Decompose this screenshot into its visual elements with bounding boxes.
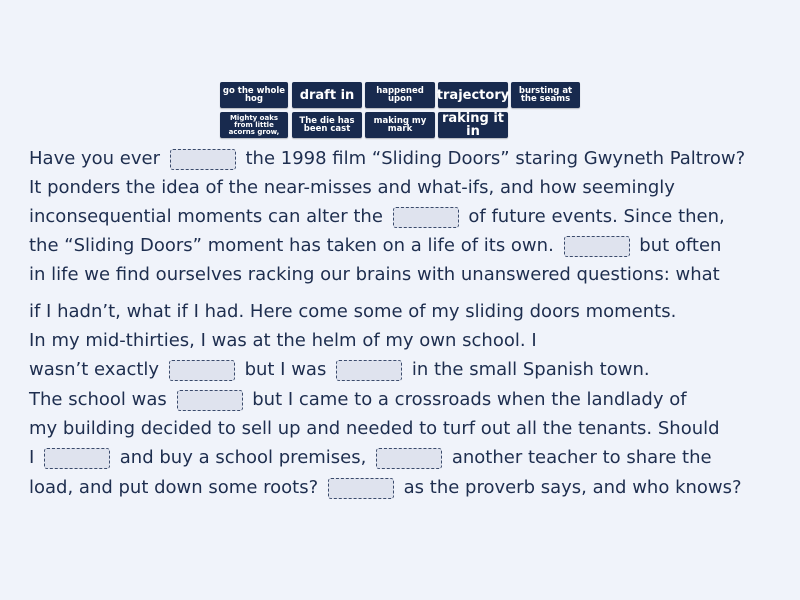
passage-text: The school was xyxy=(29,389,167,410)
word-tile[interactable]: happened upon xyxy=(365,82,435,108)
passage-text: but I was xyxy=(244,359,327,380)
passage-text: the “Sliding Doors” moment has taken on a life of its own. xyxy=(29,235,554,256)
passage-text: the 1998 film “Sliding Doors” staring Gwyneth Paltrow? xyxy=(245,148,746,169)
passage-line xyxy=(29,262,720,288)
answer-blank[interactable] xyxy=(336,360,402,381)
passage-text: but often xyxy=(639,235,722,256)
passage-text: wasn’t exactly xyxy=(29,359,160,380)
passage-line xyxy=(29,233,721,259)
passage-text: In my mid-thirties, I was at the helm of my own school. I xyxy=(29,330,537,351)
passage-text: in life we find ourselves racking our brains with unanswered questions: what xyxy=(29,264,720,285)
passage-line xyxy=(29,387,687,413)
passage-text: of future events. Since then, xyxy=(468,206,725,227)
passage-line xyxy=(29,175,675,201)
passage-text: inconsequential moments can alter the xyxy=(29,206,383,227)
answer-blank[interactable] xyxy=(170,149,236,170)
word-tile[interactable]: draft in xyxy=(292,82,362,108)
passage-text: and buy a school premises, xyxy=(119,447,367,468)
answer-blank[interactable] xyxy=(564,236,630,257)
answer-blank[interactable] xyxy=(393,207,459,228)
word-tile[interactable]: making my mark xyxy=(365,112,435,138)
passage-line xyxy=(29,416,720,442)
passage-line xyxy=(29,475,742,501)
answer-blank[interactable] xyxy=(177,390,243,411)
word-tile[interactable]: raking it in xyxy=(438,112,508,138)
passage-line xyxy=(29,328,537,354)
passage-text: another teacher to share the xyxy=(451,447,712,468)
passage-text: Have you ever xyxy=(29,148,161,169)
passage-line xyxy=(29,146,745,172)
passage-text: I xyxy=(29,447,35,468)
answer-blank[interactable] xyxy=(376,448,442,469)
passage-text: if I hadn’t, what if I had. Here come some of my sliding doors moments. xyxy=(29,301,677,322)
passage-text: in the small Spanish town. xyxy=(411,359,650,380)
passage-text: my building decided to sell up and needed to turf out all the tenants. Should xyxy=(29,418,720,439)
passage-line xyxy=(29,445,712,471)
answer-blank[interactable] xyxy=(169,360,235,381)
passage-text: as the proverb says, and who knows? xyxy=(403,477,742,498)
word-tile[interactable]: go the whole hog xyxy=(220,82,288,108)
passage-line xyxy=(29,299,676,325)
word-tile[interactable]: trajectory xyxy=(438,82,508,108)
word-tile[interactable]: bursting at the seams xyxy=(511,82,580,108)
word-tile[interactable]: The die has been cast xyxy=(292,112,362,138)
answer-blank[interactable] xyxy=(328,478,394,499)
passage-line xyxy=(29,357,650,383)
passage-line xyxy=(29,204,725,230)
passage-text: but I came to a crossroads when the landlady of xyxy=(252,389,687,410)
answer-blank[interactable] xyxy=(44,448,110,469)
passage-text: It ponders the idea of the near-misses and what-ifs, and how seemingly xyxy=(29,177,675,198)
word-tile[interactable]: Mighty oaks from little acorns grow, xyxy=(220,112,288,138)
passage-text: load, and put down some roots? xyxy=(29,477,319,498)
